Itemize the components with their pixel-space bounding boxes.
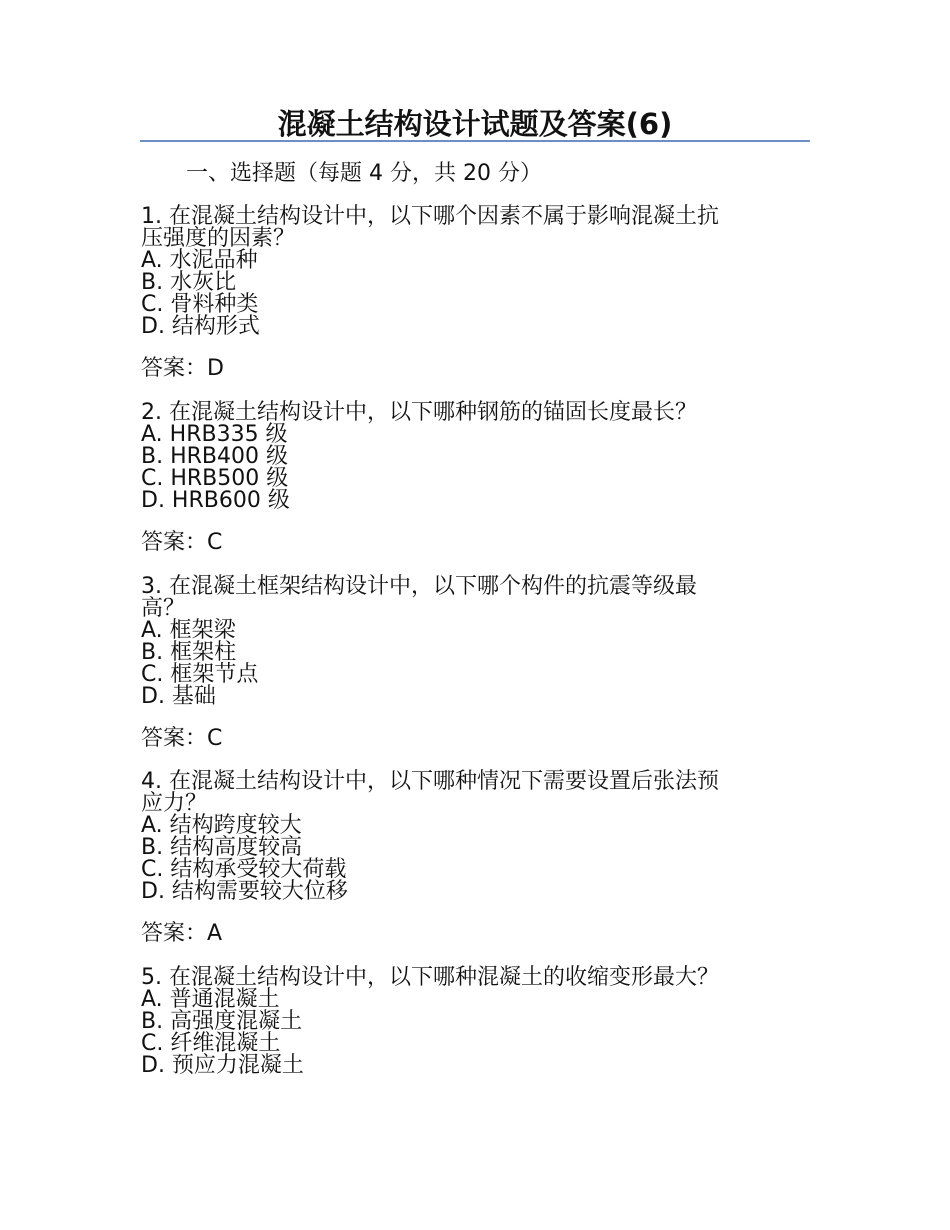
option-d: D. HRB600 级 — [141, 488, 290, 513]
question-5 — [141, 967, 801, 1077]
answer-1: 答案：D — [141, 356, 224, 381]
answer-2: 答案：C — [141, 530, 223, 555]
option-a: A. HRB335 级 — [141, 422, 288, 447]
question-3 — [141, 576, 801, 708]
option-c: C. 结构承受较大荷载 — [141, 857, 347, 882]
option-b: B. 结构高度较高 — [141, 835, 303, 860]
option-c: C. 框架节点 — [141, 662, 259, 687]
option-b: B. 框架柱 — [141, 640, 237, 665]
answer-3: 答案：C — [141, 726, 223, 751]
question-stem: 4. 在混凝土结构设计中，以下哪种情况下需要设置后张法预 — [141, 769, 719, 794]
option-a: A. 水泥品种 — [141, 248, 258, 273]
question-1 — [141, 206, 801, 338]
question-stem-continued: 高？ — [141, 596, 186, 621]
question-stem: 2. 在混凝土结构设计中，以下哪种钢筋的锚固长度最长？ — [141, 400, 697, 425]
option-c: C. 纤维混凝土 — [141, 1031, 281, 1056]
option-a: A. 框架梁 — [141, 618, 236, 643]
option-c: C. HRB500 级 — [141, 466, 289, 491]
question-stem-continued: 应力？ — [141, 791, 208, 816]
option-c: C. 骨料种类 — [141, 292, 259, 317]
question-2 — [141, 402, 801, 512]
question-stem-continued: 压强度的因素？ — [141, 226, 296, 251]
question-4 — [141, 771, 801, 903]
option-d: D. 预应力混凝土 — [141, 1053, 304, 1078]
question-stem: 3. 在混凝土框架结构设计中，以下哪个构件的抗震等级最 — [141, 574, 697, 599]
question-stem: 1. 在混凝土结构设计中，以下哪个因素不属于影响混凝土抗 — [141, 204, 719, 229]
section-heading: 一、选择题（每题 4 分，共 20 分） — [186, 161, 542, 186]
option-b: B. 高强度混凝土 — [141, 1009, 303, 1034]
answer-4: 答案：A — [141, 921, 223, 946]
option-a: A. 结构跨度较大 — [141, 813, 302, 838]
option-b: B. 水灰比 — [141, 270, 237, 295]
page-title: 混凝土结构设计试题及答案(6) — [277, 107, 673, 141]
option-a: A. 普通混凝土 — [141, 987, 280, 1012]
option-d: D. 结构需要较大位移 — [141, 879, 348, 904]
option-d: D. 基础 — [141, 684, 216, 709]
title-underline — [140, 140, 810, 142]
question-stem: 5. 在混凝土结构设计中，以下哪种混凝土的收缩变形最大？ — [141, 965, 719, 990]
option-d: D. 结构形式 — [141, 314, 260, 339]
option-b: B. HRB400 级 — [141, 444, 288, 469]
